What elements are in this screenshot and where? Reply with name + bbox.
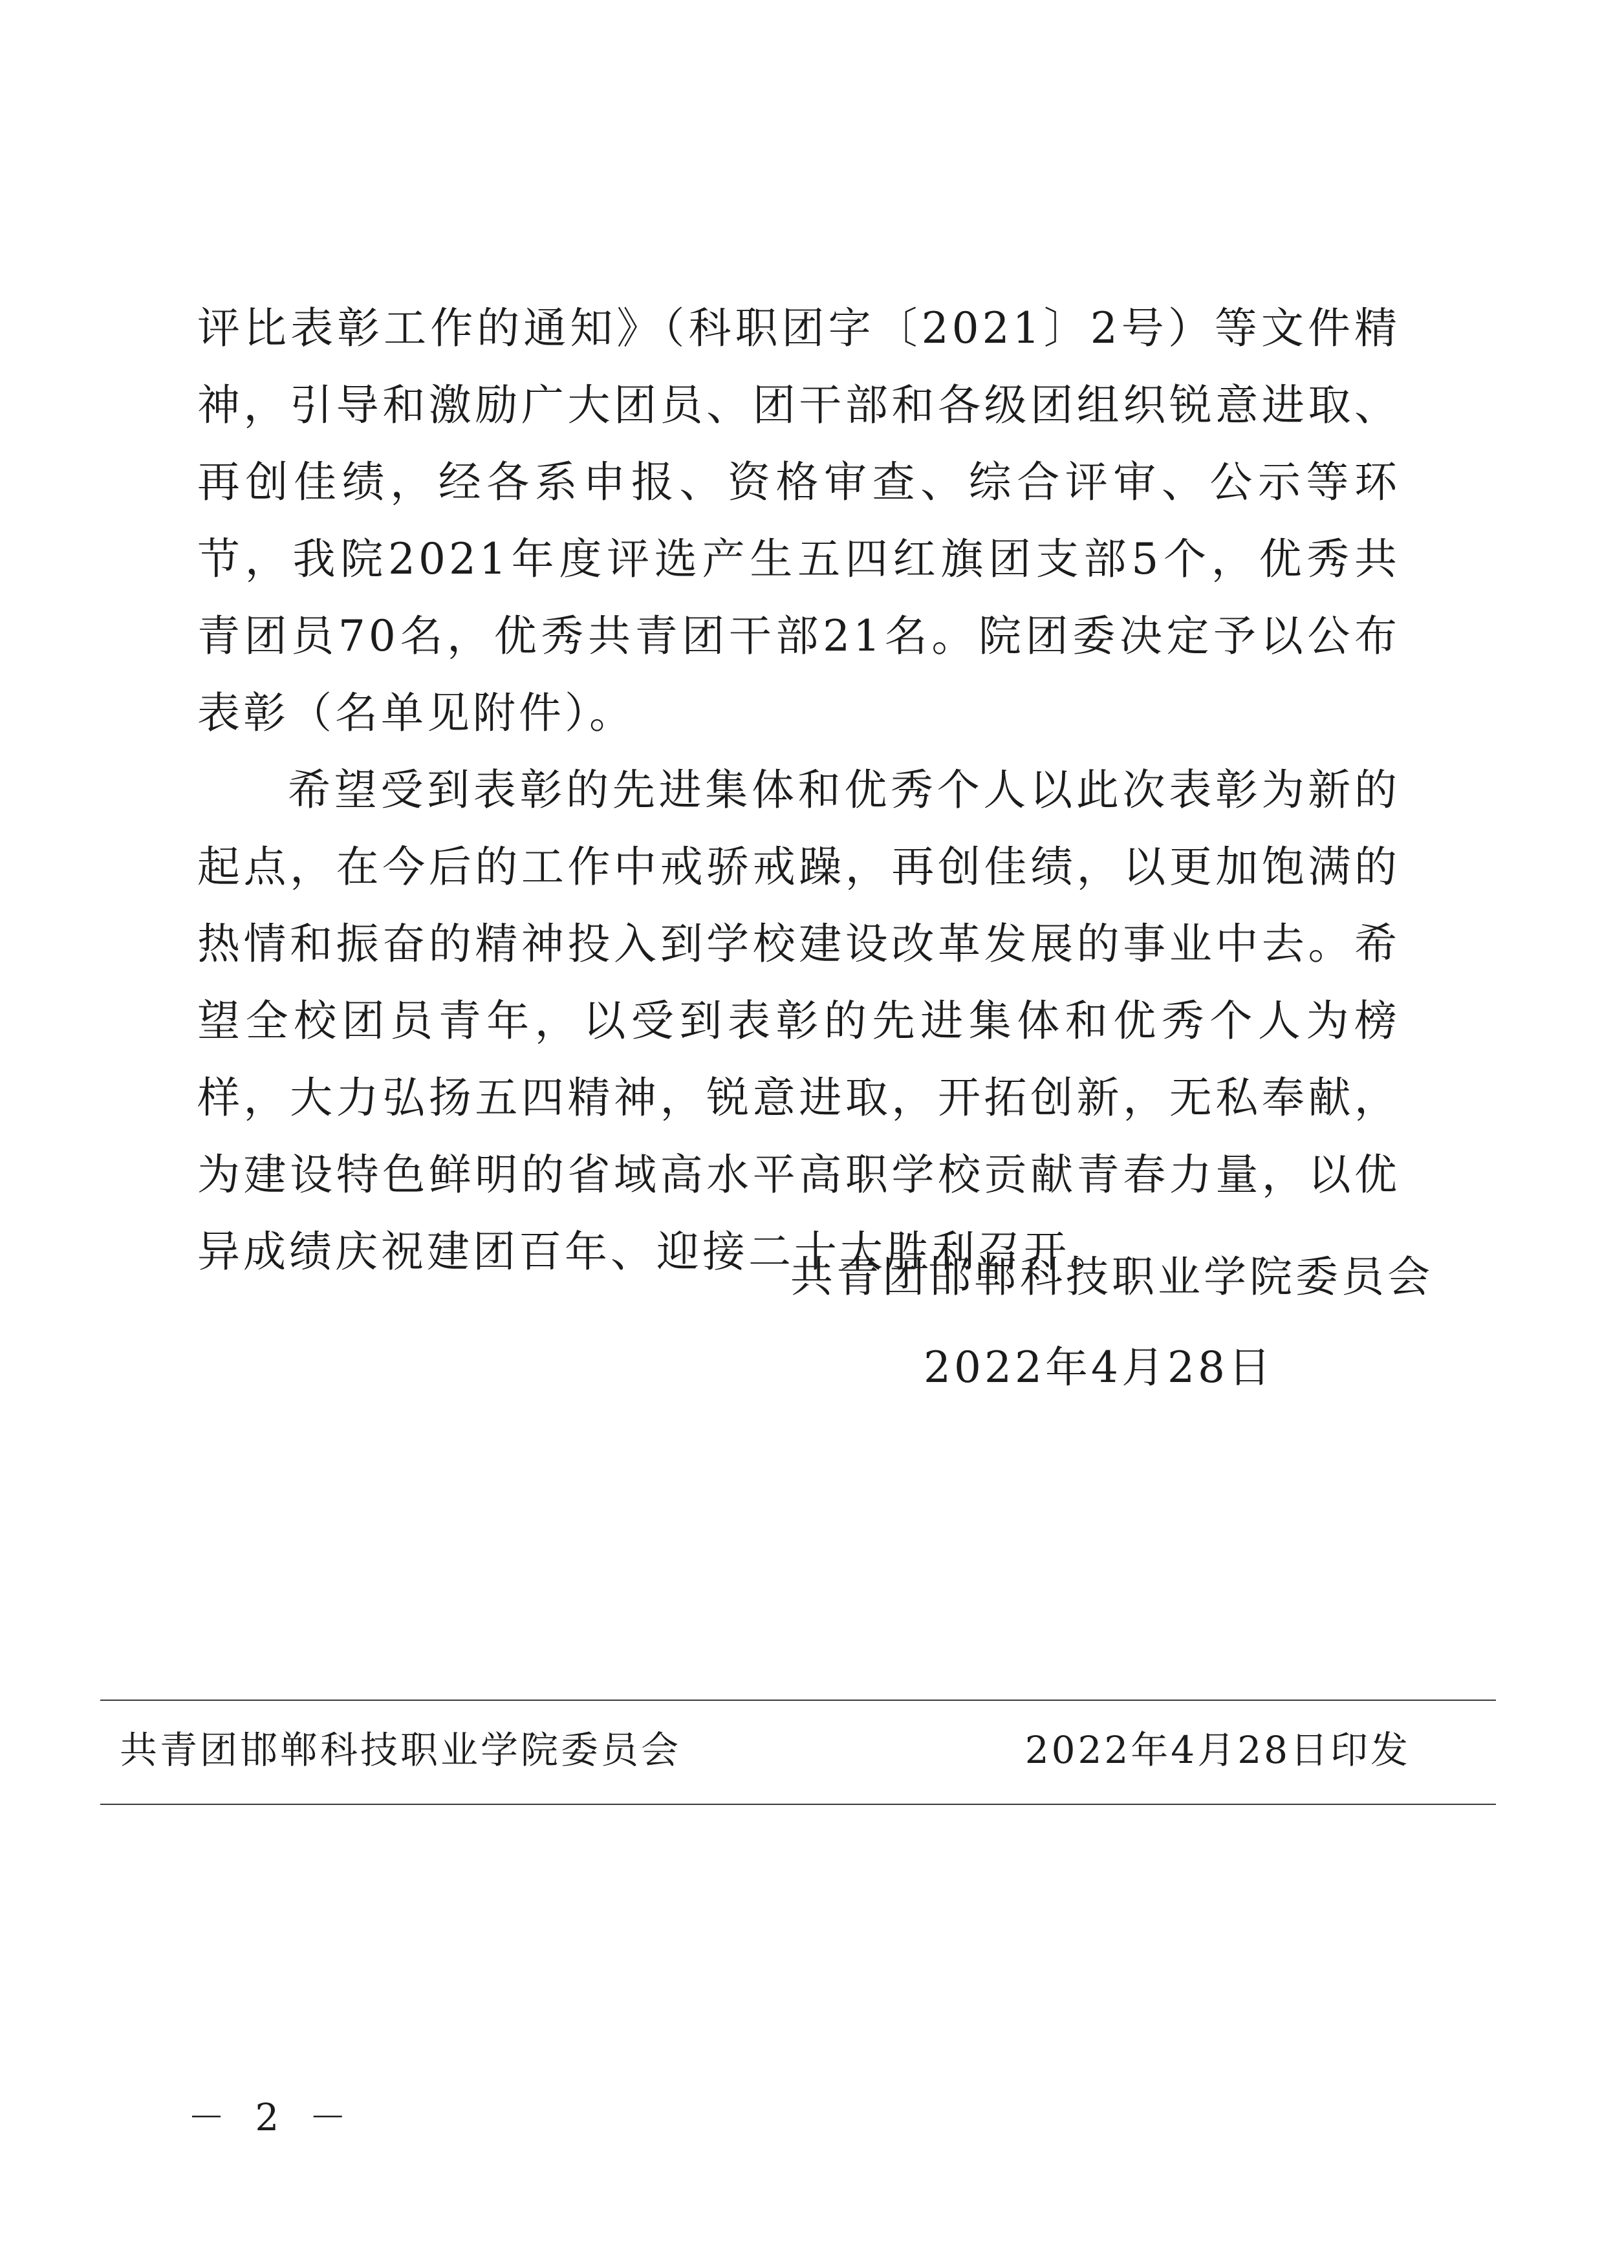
body-paragraph-1: 评比表彰工作的通知》（科职团字〔2021〕2号）等文件精神，引导和激励广大团员、团干部和各级团组织锐意进取、再创佳绩，经各系申报、资格审查、综合评审、公示等环节，我院2021年度评选产生五四红旗团支部5个，优秀共青团员70名，优秀共青团干部21名。院团委决定予以公布表彰（名单见附件）。 bbox=[197, 303, 1400, 738]
signature-organization: 共青团邯郸科技职业学院委员会 bbox=[790, 1252, 1433, 1302]
footer-top-rule bbox=[100, 1700, 1496, 1701]
page-number: － 2 － bbox=[188, 2095, 356, 2139]
signature-date: 2022年4月28日 bbox=[924, 1343, 1274, 1392]
footer-bottom-rule bbox=[100, 1804, 1496, 1805]
footer-issue-date: 2022年4月28日印发 bbox=[1024, 1728, 1411, 1772]
body-paragraph-2: 希望受到表彰的先进集体和优秀个人以此次表彰为新的起点，在今后的工作中戒骄戒躁，再创佳绩，以更加饱满的热情和振奋的精神投入到学校建设改革发展的事业中去。希望全校团员青年，以受到表彰的先进集体和优秀个人为榜样，大力弘扬五四精神，锐意进取，开拓创新，无私奉献，为建设特色鲜明的省域高水平高职学校贡献青春力量，以优异成绩庆祝建团百年、迎接二十大胜利召开。 bbox=[197, 765, 1400, 1277]
footer-issuer: 共青团邯郸科技职业学院委员会 bbox=[120, 1728, 682, 1772]
document-body bbox=[197, 290, 1400, 1290]
